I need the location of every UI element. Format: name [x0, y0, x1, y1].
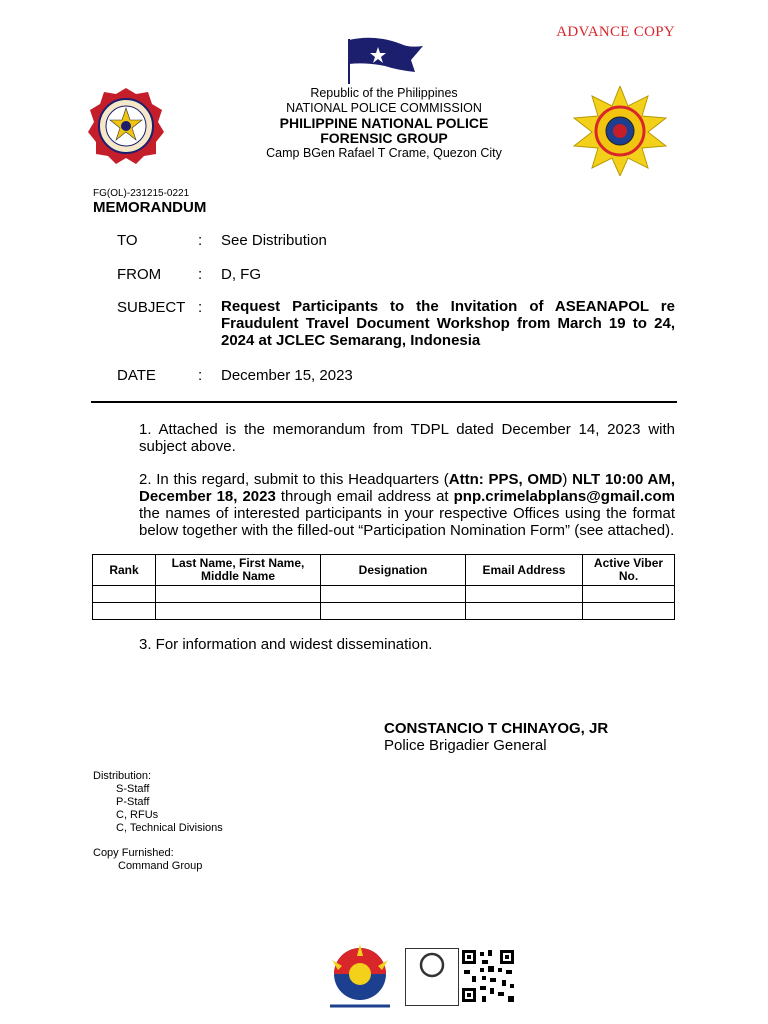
from-colon: : — [198, 266, 203, 283]
forensic-group-logo — [566, 86, 674, 176]
distribution-label: Distribution: — [93, 770, 152, 782]
iso-ring-icon — [406, 949, 458, 979]
pnp-seal-logo — [86, 86, 166, 166]
to-colon: : — [198, 232, 203, 249]
subject-value: Request Participants to the Invitation of ASEANAPOL re Fraudulent Travel Document Workshop from March 19 to 24, 2024 at JCLEC Semarang, Indonesia — [221, 298, 675, 349]
distribution-item: C, RFUs — [116, 809, 159, 821]
paragraph-3-text: 3. For information and widest dissemination. — [139, 636, 433, 653]
iso-certification-badge — [405, 948, 459, 1006]
col-rank: Rank — [93, 555, 156, 586]
to-label: TO — [117, 232, 138, 249]
signatory-title: Police Brigadier General — [384, 737, 547, 754]
distribution-item: P-Staff — [116, 796, 150, 808]
bagong-pilipinas-logo — [320, 940, 400, 1016]
p2-text-g: the names of interested participants in your respective Offices using the format below together with the filled-out “Participation Nomination Form” (see attached). — [139, 505, 675, 539]
flag-icon — [345, 36, 425, 86]
p2-email-address: pnp.crimelabplans@gmail.com — [453, 488, 675, 505]
copy-furnished-label: Copy Furnished: — [93, 847, 174, 859]
signatory-name: CONSTANCIO T CHINAYOG, JR — [384, 720, 609, 737]
memo-reference: FG(OL)-231215-0221 — [93, 188, 190, 199]
advance-copy-stamp: ADVANCE COPY — [556, 24, 675, 40]
p2-text-e: through email address at — [275, 488, 454, 505]
paragraph-1-text: 1. Attached is the memorandum from TDPL dated December 14, 2023 with subject above. — [139, 421, 675, 455]
table-header-row — [93, 555, 675, 586]
date-value: December 15, 2023 — [221, 367, 353, 384]
subject-label: SUBJECT — [117, 299, 186, 316]
col-viber: Active Viber No. — [583, 555, 675, 586]
distribution-item: C, Technical Divisions — [116, 822, 223, 834]
distribution-list — [93, 770, 223, 835]
table-row — [93, 586, 675, 603]
table-row — [93, 603, 675, 620]
header-forensic-group: FORENSIC GROUP — [320, 130, 448, 146]
nomination-table — [92, 554, 675, 620]
p2-text-a: 2. In this regard, submit to this Headquarters ( — [139, 471, 449, 488]
p2-deadline: NLT 10:00 AM, December 18, 2023 — [139, 471, 675, 505]
paragraph-3 — [93, 636, 675, 653]
memo-title: MEMORANDUM — [93, 199, 207, 216]
from-value: D, FG — [221, 266, 261, 283]
col-designation: Designation — [321, 555, 466, 586]
p2-text-c: ) — [562, 471, 573, 488]
copy-furnished-item: Command Group — [118, 860, 203, 872]
to-value: See Distribution — [221, 232, 327, 249]
date-label: DATE — [117, 367, 156, 384]
letterhead — [200, 86, 568, 161]
header-republic: Republic of the Philippines — [310, 86, 458, 100]
header-napolcom: NATIONAL POLICE COMMISSION — [286, 101, 482, 115]
distribution-item: S-Staff — [116, 783, 150, 795]
from-label: FROM — [117, 266, 162, 283]
date-colon: : — [198, 367, 203, 384]
header-address: Camp BGen Rafael T Crame, Quezon City — [266, 146, 502, 160]
col-email: Email Address — [466, 555, 583, 586]
paragraph-1 — [93, 421, 675, 455]
qr-code-icon — [460, 948, 516, 1004]
copy-furnished — [93, 847, 202, 873]
paragraph-2 — [93, 471, 675, 539]
p2-attn: Attn: PPS, OMD — [448, 471, 563, 488]
subject-colon: : — [198, 299, 203, 316]
col-name: Last Name, First Name, Middle Name — [156, 555, 321, 586]
header-pnp: PHILIPPINE NATIONAL POLICE — [279, 115, 489, 131]
divider — [91, 401, 677, 403]
